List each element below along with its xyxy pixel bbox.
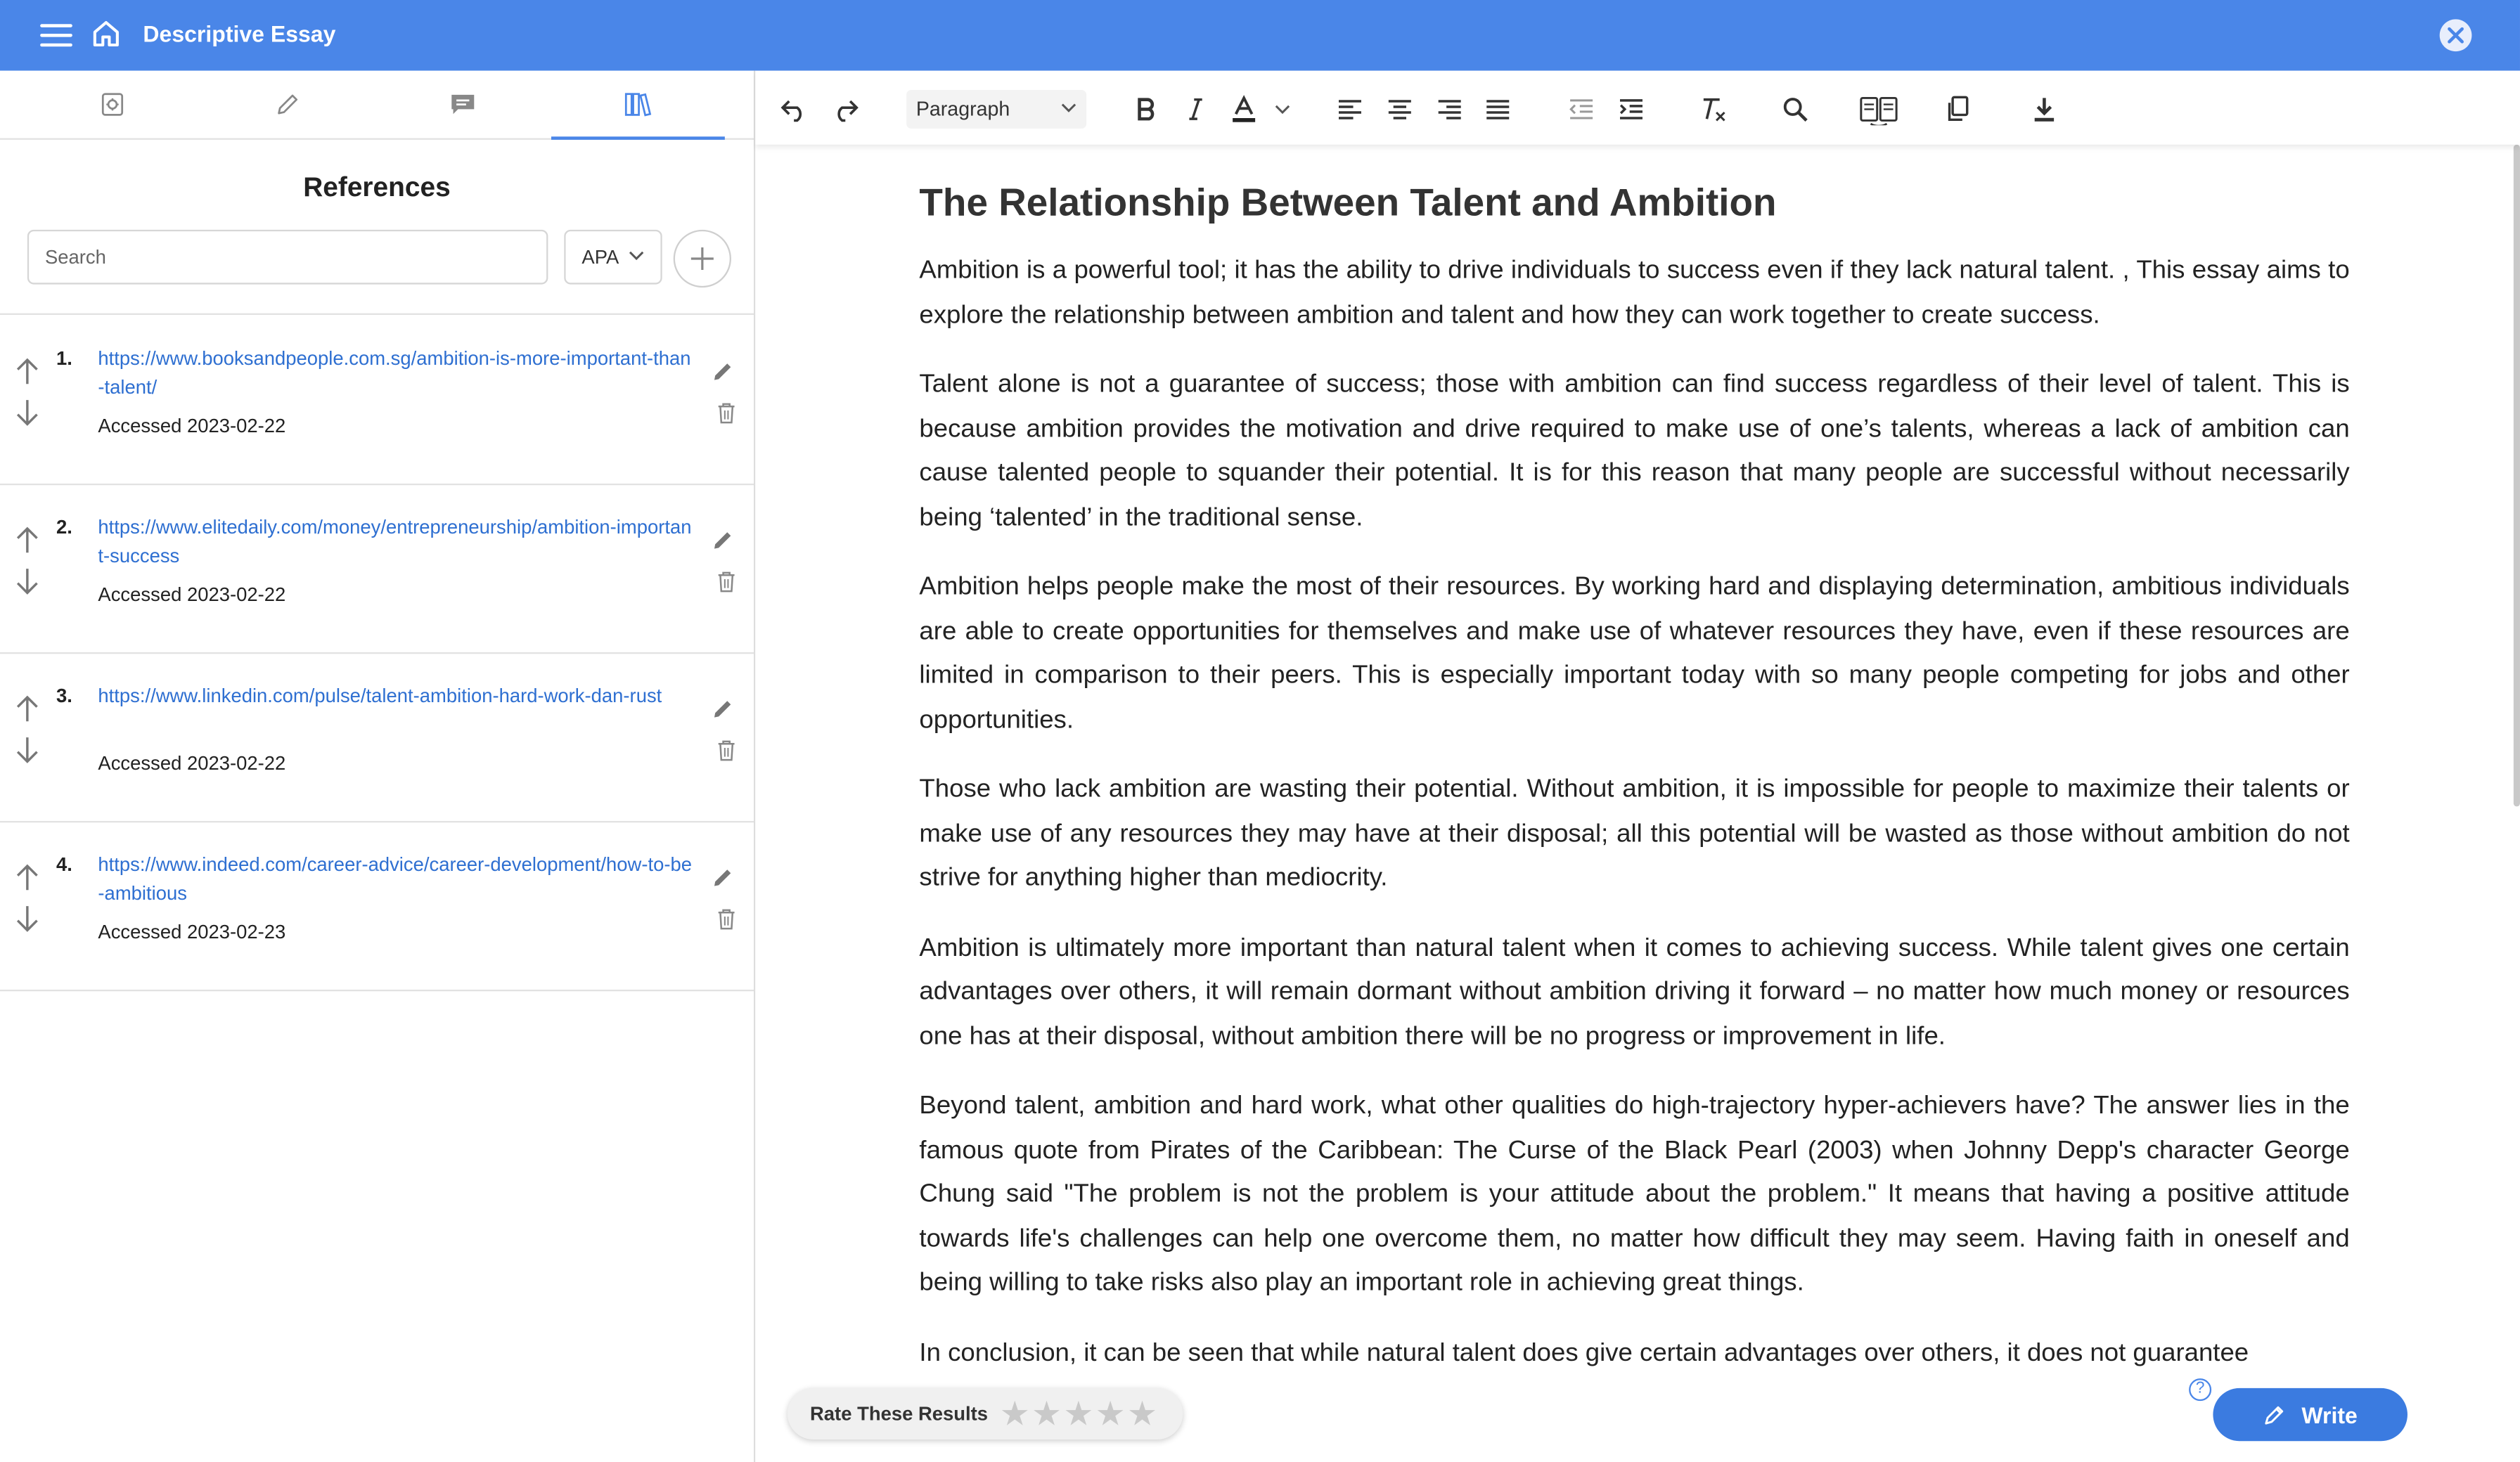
tab-settings[interactable] [26, 71, 200, 138]
reference-accessed: Accessed 2023-02-22 [98, 583, 286, 606]
align-right-icon[interactable] [1434, 93, 1466, 126]
download-icon[interactable] [2029, 93, 2061, 126]
move-down-icon[interactable] [16, 736, 39, 765]
undo-icon[interactable] [778, 93, 810, 126]
move-up-icon[interactable] [16, 525, 39, 554]
redo-icon[interactable] [829, 93, 861, 126]
reference-number: 4. [56, 853, 72, 876]
trash-icon[interactable] [716, 570, 735, 593]
move-down-icon[interactable] [16, 905, 39, 933]
chat-icon [449, 91, 477, 117]
close-button[interactable] [2440, 19, 2472, 51]
reference-item [0, 652, 754, 822]
paragraph: Those who lack ambition are wasting their potential. Without ambition, it is impossible for people to maximize their talents or make use of any resources they may have at their disposal; all this potential will be wasted as those without ambition do not strive for anything higher than mediocrity. [919, 775, 2350, 892]
references-heading: References [303, 172, 451, 202]
edit-icon[interactable] [712, 360, 735, 382]
compare-icon[interactable] [1858, 93, 1899, 126]
move-up-icon[interactable] [16, 356, 39, 385]
chevron-down-icon[interactable] [1266, 93, 1299, 126]
rate-label: Rate These Results [809, 1402, 989, 1425]
tab-references[interactable] [551, 71, 725, 140]
paragraph: In conclusion, it can be seen that while natural talent does give certain advantages over others, it does not guarantee [919, 1339, 2249, 1366]
edit-icon[interactable] [712, 866, 735, 888]
outdent-icon[interactable] [1565, 93, 1598, 126]
write-label: Write [2301, 1402, 2358, 1428]
paragraph: Beyond talent, ambition and hard work, what other qualities do high-trajectory hyper-achievers have? The answer lies in the famous quote from Pirates of the Caribbean: The Curse of the Black Pearl (2003) when Johnny Depp's character George Chung said "The problem is not the problem is your attitude about the problem." It means that having a positive attitude towards life's challenges can help one overcome them, no matter how difficult they may seem. Having faith in oneself and being willing to take risks also play an important role in achieving great things. [919, 1092, 2350, 1297]
trash-icon[interactable] [716, 739, 735, 761]
reference-number: 1. [56, 347, 72, 370]
copy-icon[interactable] [1941, 93, 1974, 126]
move-down-icon[interactable] [16, 399, 39, 427]
editor-toolbar [755, 71, 2520, 145]
document-content[interactable] [919, 180, 2349, 1401]
gear-icon [100, 91, 126, 117]
reference-item [0, 315, 754, 485]
rating-bar [788, 1388, 1183, 1440]
write-button[interactable] [2213, 1388, 2408, 1441]
tab-edit[interactable] [201, 71, 375, 138]
align-center-icon[interactable] [1384, 93, 1416, 126]
tab-comments[interactable] [376, 71, 550, 138]
paragraph: Talent alone is not a guarantee of success; those with ambition can find success regardless of their level of talent. This is because ambition provides the motivation and drive required to make use of one’s talents, whereas a lack of ambition can cause talented people to squander their potential. It is for this reason that many people are successful without necessarily being ‘talented’ in the traditional sense. [919, 370, 2350, 531]
sidebar-tabs [0, 71, 754, 140]
edit-icon[interactable] [712, 697, 735, 720]
move-down-icon[interactable] [16, 567, 39, 596]
block-format-value: Paragraph [915, 98, 1010, 121]
document-area[interactable] [755, 145, 2520, 1462]
indent-icon[interactable] [1615, 93, 1647, 126]
paragraph: Ambition helps people make the most of their resources. By working hard and displaying determination, ambitious individuals are able to create opportunities for themselves and make use of whatever resources they have, even if these resources are limited in comparison to their peers. This is especially important today with so many people competing for jobs and other opportunities. [919, 573, 2350, 734]
search-input[interactable] [27, 230, 548, 285]
reference-number: 2. [56, 515, 72, 538]
paragraph: Ambition is ultimately more important than natural talent when it comes to achieving success. While talent gives one certain advantages over others, it will remain dormant without ambition driving it forward – no matter how much money or resources one has at their disposal, without ambition there will be no progress or improvement in life. [919, 934, 2350, 1050]
pencil-icon [275, 91, 301, 117]
citation-style-value: APA [581, 245, 619, 269]
plus-icon [690, 246, 716, 272]
books-icon [624, 91, 652, 117]
sidebar [0, 71, 755, 1462]
trash-icon[interactable] [716, 401, 735, 424]
move-up-icon[interactable] [16, 694, 39, 723]
document-title: The Relationship Between Talent and Ambition [919, 181, 1777, 225]
italic-icon[interactable] [1180, 93, 1212, 126]
reference-item [0, 484, 754, 654]
paragraph: Ambition is a powerful tool; it has the ability to drive individuals to success even if they lack natural talent. , This essay aims to explore the relationship between ambition and talent and how they can work together to create success. [919, 257, 2350, 329]
edit-icon[interactable] [712, 529, 735, 551]
menu-icon[interactable] [40, 19, 72, 51]
block-format-select[interactable] [906, 90, 1086, 129]
chevron-down-icon [1061, 103, 1077, 112]
reference-link[interactable]: https://www.linkedin.com/pulse/talent-ambition-hard-work-dan-rust [98, 684, 662, 707]
help-icon[interactable]: ? [2189, 1378, 2211, 1401]
reference-accessed: Accessed 2023-02-22 [98, 414, 286, 437]
close-icon [2448, 27, 2464, 44]
reference-link[interactable]: https://www.elitedaily.com/money/entrepreneurship/ambition-important-success [98, 515, 692, 567]
reference-accessed: Accessed 2023-02-23 [98, 920, 286, 943]
top-bar [0, 0, 2520, 71]
chevron-down-icon [629, 251, 645, 261]
reference-accessed: Accessed 2023-02-22 [98, 751, 286, 775]
trash-icon[interactable] [716, 907, 735, 930]
bold-icon[interactable] [1130, 93, 1162, 126]
reference-link[interactable]: https://www.indeed.com/career-advice/career-development/how-to-be-ambitious [98, 853, 693, 905]
scrollbar[interactable] [2514, 145, 2520, 807]
pen-icon [2263, 1404, 2286, 1426]
move-up-icon[interactable] [16, 862, 39, 891]
app-title: Descriptive Essay [143, 20, 336, 47]
add-reference-button[interactable] [674, 230, 731, 287]
home-icon[interactable] [90, 18, 122, 50]
clear-format-icon[interactable] [1697, 93, 1730, 126]
reference-item [0, 821, 754, 991]
citation-style-select[interactable] [564, 230, 662, 285]
reference-link[interactable]: https://www.booksandpeople.com.sg/ambition-is-more-important-than-talent/ [98, 347, 691, 399]
search-icon[interactable] [1779, 93, 1811, 126]
align-left-icon[interactable] [1334, 93, 1366, 126]
reference-number: 3. [56, 684, 72, 707]
star-rating[interactable]: ★★★★★ [999, 1396, 1159, 1433]
align-justify-icon[interactable] [1481, 93, 1514, 126]
text-color-icon[interactable] [1228, 93, 1260, 126]
